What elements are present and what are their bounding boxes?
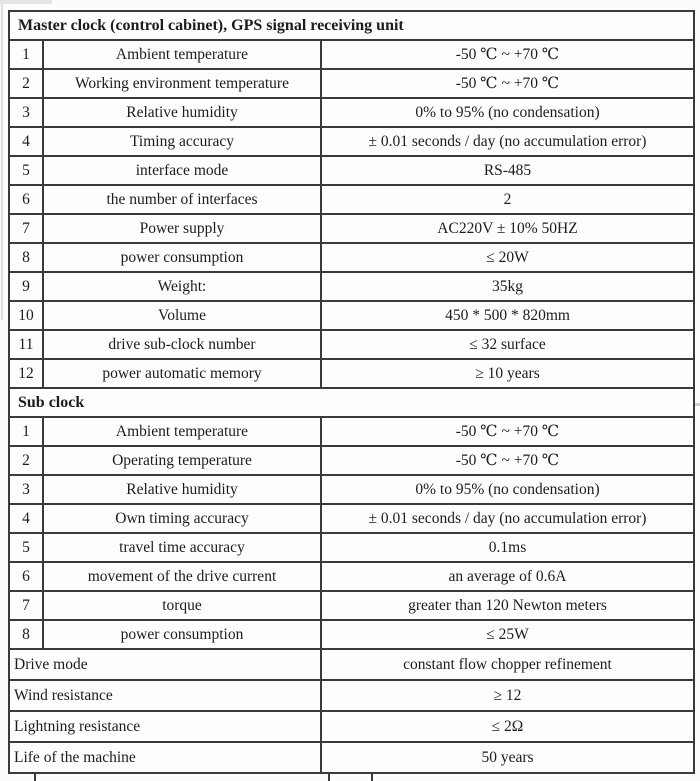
cropped-next-row-border — [34, 774, 36, 781]
table-row — [9, 533, 694, 562]
table-row — [9, 40, 694, 69]
spec-table-body — [9, 11, 694, 773]
row-number: 3 — [9, 475, 43, 504]
row-label: Life of the machine — [9, 742, 321, 773]
table-row — [9, 69, 694, 98]
row-value: constant flow chopper refinement — [321, 649, 694, 680]
row-value: ≤ 2Ω — [321, 711, 694, 742]
table-row — [9, 156, 694, 185]
row-number: 9 — [9, 272, 43, 301]
row-value: -50 ℃ ~ +70 ℃ — [321, 417, 694, 446]
row-number: 11 — [9, 330, 43, 359]
table-row — [9, 417, 694, 446]
row-label: Wind resistance — [9, 680, 321, 711]
row-number: 4 — [9, 504, 43, 533]
table-row — [9, 591, 694, 620]
row-number: 5 — [9, 533, 43, 562]
row-value: 2 — [321, 185, 694, 214]
row-label: Working environment temperature — [43, 69, 321, 98]
row-value: an average of 0.6A — [321, 562, 694, 591]
table-row — [9, 330, 694, 359]
row-label: torque — [43, 591, 321, 620]
row-label: Weight: — [43, 272, 321, 301]
row-value: -50 ℃ ~ +70 ℃ — [321, 446, 694, 475]
scan-artifact-left-edge — [1, 0, 3, 320]
row-label: Relative humidity — [43, 98, 321, 127]
row-label: power consumption — [43, 620, 321, 649]
table-row — [9, 98, 694, 127]
row-number: 1 — [9, 417, 43, 446]
row-label: interface mode — [43, 156, 321, 185]
row-label: Power supply — [43, 214, 321, 243]
section-header-row — [9, 11, 694, 40]
table-row — [9, 475, 694, 504]
row-label: Volume — [43, 301, 321, 330]
table-row — [9, 680, 694, 711]
table-row — [9, 562, 694, 591]
row-number: 6 — [9, 185, 43, 214]
row-number: 2 — [9, 69, 43, 98]
row-label: drive sub-clock number — [43, 330, 321, 359]
row-label: travel time accuracy — [43, 533, 321, 562]
row-label: Lightning resistance — [9, 711, 321, 742]
table-row — [9, 127, 694, 156]
row-number: 8 — [9, 243, 43, 272]
row-value: 0% to 95% (no condensation) — [321, 475, 694, 504]
section-title: Master clock (control cabinet), GPS signal receiving unit — [9, 11, 694, 40]
row-value: ≥ 10 years — [321, 359, 694, 388]
row-value: 50 years — [321, 742, 694, 773]
row-value: ≤ 25W — [321, 620, 694, 649]
row-label: Timing accuracy — [43, 127, 321, 156]
table-row — [9, 301, 694, 330]
row-value: -50 ℃ ~ +70 ℃ — [321, 40, 694, 69]
row-label: Own timing accuracy — [43, 504, 321, 533]
row-value: ≤ 20W — [321, 243, 694, 272]
row-number: 5 — [9, 156, 43, 185]
cropped-next-row-border — [328, 774, 330, 781]
row-label: Ambient temperature — [43, 40, 321, 69]
row-number: 8 — [9, 620, 43, 649]
table-row — [9, 649, 694, 680]
table-row — [9, 620, 694, 649]
row-label: Drive mode — [9, 649, 321, 680]
table-row — [9, 742, 694, 773]
row-number: 10 — [9, 301, 43, 330]
table-row — [9, 272, 694, 301]
row-label: power automatic memory — [43, 359, 321, 388]
section-title: Sub clock — [9, 388, 694, 417]
row-number: 2 — [9, 446, 43, 475]
table-row — [9, 504, 694, 533]
row-number: 1 — [9, 40, 43, 69]
table-row — [9, 185, 694, 214]
row-value: 0% to 95% (no condensation) — [321, 98, 694, 127]
row-number: 7 — [9, 214, 43, 243]
row-number: 4 — [9, 127, 43, 156]
row-value: greater than 120 Newton meters — [321, 591, 694, 620]
table-row — [9, 243, 694, 272]
row-label: Operating temperature — [43, 446, 321, 475]
section-header-row — [9, 388, 694, 417]
row-value: ± 0.01 seconds / day (no accumulation error) — [321, 127, 694, 156]
row-label: power consumption — [43, 243, 321, 272]
row-value: 35kg — [321, 272, 694, 301]
row-number: 7 — [9, 591, 43, 620]
row-number: 12 — [9, 359, 43, 388]
row-value: 0.1ms — [321, 533, 694, 562]
table-row — [9, 214, 694, 243]
row-label: the number of interfaces — [43, 185, 321, 214]
row-value: ± 0.01 seconds / day (no accumulation error) — [321, 504, 694, 533]
cropped-next-row-border — [371, 774, 373, 781]
row-label: movement of the drive current — [43, 562, 321, 591]
spec-table — [8, 10, 695, 774]
row-number: 6 — [9, 562, 43, 591]
table-row — [9, 359, 694, 388]
scan-artifact-top-edge — [0, 0, 52, 4]
table-row — [9, 446, 694, 475]
row-value: RS-485 — [321, 156, 694, 185]
row-number: 3 — [9, 98, 43, 127]
row-label: Ambient temperature — [43, 417, 321, 446]
row-label: Relative humidity — [43, 475, 321, 504]
row-value: 450 * 500 * 820mm — [321, 301, 694, 330]
table-row — [9, 711, 694, 742]
row-value: -50 ℃ ~ +70 ℃ — [321, 69, 694, 98]
row-value: AC220V ± 10% 50HZ — [321, 214, 694, 243]
row-value: ≥ 12 — [321, 680, 694, 711]
row-value: ≤ 32 surface — [321, 330, 694, 359]
